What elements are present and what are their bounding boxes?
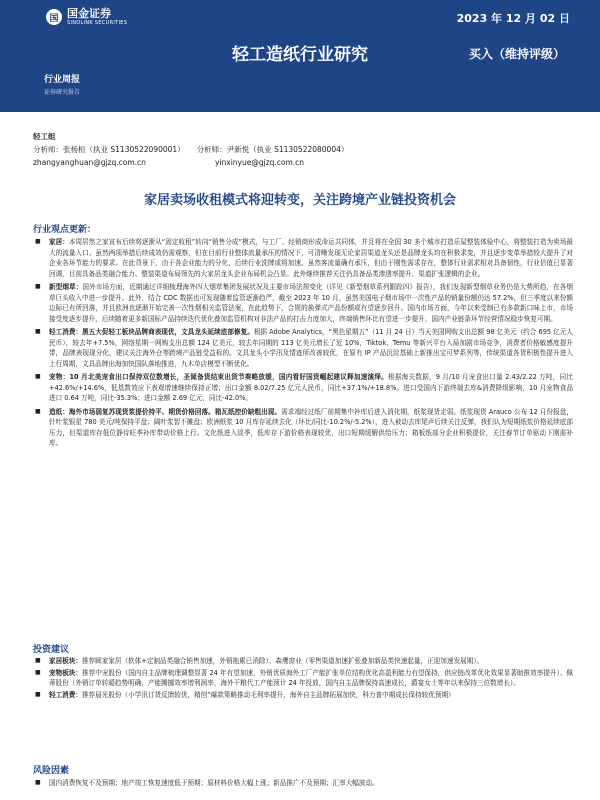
- item-lead: 家居板块：: [49, 657, 82, 665]
- list-item: [33, 372, 573, 404]
- item-lead: 轻工消费：黑五大促轻工板块品牌商表现优，文具龙头延续底部修复。: [49, 328, 254, 336]
- item-lead: 新型烟草：: [49, 283, 83, 291]
- list-item: [33, 327, 573, 369]
- item-text: 国内消费恢复不及预期；地产竣工恢复速度低于预期；原材料价格大幅上涨；新品推广不及预期；汇率大幅波动。: [49, 779, 379, 787]
- item-text: 根据海关数据，9 月/10 月宠食出口量 2.43/2.22 万吨，同比+42.6%/+14.6%，低基数效应下表观增速继续保持正增；出口金额 8.02/7.25 亿元人民币，同比+37.1%/+18.8%。进口受国内下游终端去库&消费降级影响，10 月宠物食品进口 0.64 万吨，同比-35.3%；进口金额 2.69 亿元，同比-42.0%。: [49, 373, 573, 402]
- header-band: [0, 0, 600, 112]
- report-dept: 证券研究报告: [44, 89, 81, 96]
- list-item: [33, 282, 573, 324]
- item-text: 推荐顾家家居（软体+定制品类融合销售加速，外销拖累已消除）、森鹰窗业（零售渠道加速扩张叠加新品类快速起量，正迎加速发展期）。: [81, 657, 484, 665]
- report-title: 轻工造纸行业研究: [232, 45, 368, 65]
- list-item: [33, 778, 573, 789]
- item-lead: 宠物板块：: [49, 668, 82, 677]
- item-lead: 轻工消费：: [49, 690, 82, 699]
- author-block: [33, 130, 573, 169]
- analyst-1: 分析师：张杨桓（执业 S1130522090001）: [33, 145, 185, 154]
- report-type: 行业周报: [44, 75, 81, 85]
- item-text: 本周居然之家宣布后续将逐渐从“固定收租”转向“销售分成”模式，与工厂、经销商形成命运共同体，并且将在全国 30 多个城市打造乐屋整装体验中心，将整装打造为卖场最大的流量入口。虽然两项举措后续成效仍需观察，但在目前行业整体流量承压的情况下，可清晰发现无论家居渠道龙头还是品牌龙头均在积极求变，并且逐步变革举措较大提升了对企业各环节能力的要求。在此背景下，由于各企业能力的分化，后续行业洗牌或将加速。虽然客流量确有承压，但由于刚性需求存在，整体行业需求相对具备韧性，行业估值已显著回调，目前具备品类融合能力、整装渠道布局领先的大家居龙头企业布局机会凸显。此外继续推荐关注仍具备品类渗透率提升、渠道扩张逻辑的企业。: [49, 238, 573, 278]
- logo-name-cn: 国金证券: [67, 7, 111, 20]
- analyst-2-email[interactable]: yinxinyue@gjzq.com.cn: [215, 158, 305, 167]
- logo-icon: 国: [46, 9, 62, 25]
- item-lead: 宠物：10 月北美宠食出口保持双位数增长，圣诞备货结束出货节奏略放缓，国内看好国货崛起建议释加速演绎。: [49, 373, 388, 381]
- list-item: [33, 407, 573, 449]
- views-list: [33, 237, 573, 452]
- list-item: [33, 690, 573, 701]
- section-title-views: 行业观点更新：: [33, 225, 97, 235]
- brand-logo: [46, 8, 127, 26]
- report-date: 2023 年 12 月 02 日: [456, 12, 570, 25]
- headline: 家居卖场收租模式将迎转变，关注跨境产业链投资机会: [143, 193, 456, 208]
- advice-list: [33, 656, 573, 701]
- item-lead: 家居：: [49, 238, 69, 246]
- item-text: 推荐中宠股份（国内自主品牌梳理调整显著 24 年有望加速，外销优质海外工厂产能扩张单位结构优化高盈利能力有望保持，供应链改革优化效果显著助推效率提升）、佩蒂股份（外销订单转暖趋势明确，产能腾挪效率增利润率，海外干粮代工产能预计 24 年投放，国内自主品牌保持高速成长，爵宴女士等年以来保持三位数增长）。: [49, 668, 574, 687]
- item-lead: 造纸：海外市场弱复苏现货浆提价持平、期货价格回落。箱瓦纸控价缺粗出现。: [49, 407, 282, 416]
- logo-name-en: SINOLINK SECURITIES: [67, 20, 128, 26]
- item-text: 需求端经过纸厂前期集中补库后进入消化期，纸浆现货走弱。纸浆现货 Arauco 公布 12 月份报盘，针叶浆银星 780 美元/吨保持平盘；阔叶浆智不摊盘；欧洲纸浆 10 月库存延续去化（环比/同比-10.2%/-5.2%），进入被动去库尾声后续关注反弹，我们认为短期纸浆价格延续底部压力，但渠道库存低位静待旺季补库带动价格上行。文化纸进入淡季，低库存下游价格表现较优，出口短期缓解供给压力；箱板纸部分企业积极提价，关注春节订单驱动下刚需补库。: [49, 407, 573, 447]
- item-text: 国外市场方面，近期通过详细梳理海外四大烟草集团发展状况及主要市场法规变化（详见《新型烟草系列跟踪四》报告），我们发现新型烟草业务仍是大势所趋，在各烟草巨头收入中进一步提升。此外，结合 CDC 数据也可发现随着监管逐渐趋严，截至 2023 年 10 月，虽然美国电子烟市场中一次性产品的销量份额仍达 57.2%，但三季度以来份额边际已有所回落，并且欧洲也逐渐开始完善一次性烟相关监管法案，在此趋势下，合规的换弹式产品份额或有望逐步回升。国内市场方面，今年以来受制已有多款新口味上市，市场接受度逐步提升，后续随着更多新国标产品持续迭代优化叠加监管机构对非法产品的打击力度加大，终端销售环比有望进一步提升，国内产业链条环节经营情况稳步恢复可期。: [49, 283, 574, 323]
- list-item: [33, 668, 573, 689]
- rating-badge: 买入（维持评级）: [468, 47, 565, 61]
- analyst-1-email[interactable]: zhangyanghuan@gjzq.com.cn: [33, 158, 146, 167]
- list-item: [33, 656, 573, 667]
- section-title-risk: 风险因素: [33, 766, 70, 776]
- analyst-2: 分析师：尹新悦（执业 S1130522080004）: [196, 145, 349, 154]
- list-item: [33, 237, 573, 279]
- team-name: 轻工组: [33, 132, 56, 141]
- risk-list: [33, 778, 573, 792]
- item-text: 根据 Adobe Analytics，“黑色星期五”（11 月 24 日）当天美国网购支出总额 98 亿美元（约合 695 亿元人民币），较去年+7.5%，网络星期一网购支出总额 124 亿美元，较去年同期的 113 亿美元增长了近 10%，Tiktok、Temu 等新兴平台入局加剧市场竞争，消费者价格敏感度提升带，品牌表现现分化，建议关注海外仓等跨境产品链受益标的。文具龙头小学汛及情迹所改善较优，在原有 IP 产品沉淀基础上新推出宝可梦系列等，传统渠道各货积极性提升进入上行周期，文具品牌出海加快国队落地推进，九木单店模型不断优化。: [49, 328, 574, 368]
- section-title-advice: 投资建议: [33, 645, 70, 655]
- item-text: 推荐晨光股份（小学汛订货反馈较优，精创“爆款策略推动毛利率提升，海外自主品牌拓展加快，科力普中期成长保持较优预期）: [81, 690, 455, 699]
